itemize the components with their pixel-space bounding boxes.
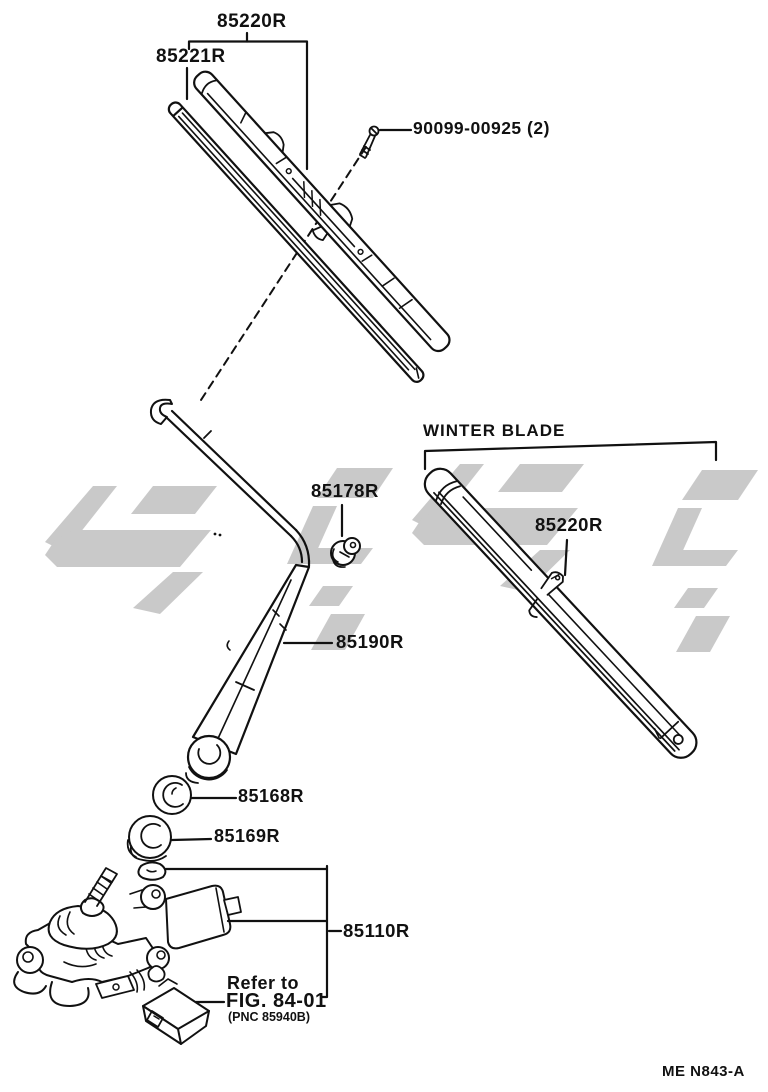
label-pivot-cushion: 85169R: [214, 826, 281, 846]
pivot-cap-drawing: [153, 776, 191, 814]
label-pivot-cap: 85168R: [238, 786, 305, 806]
pivot-cushion-leader-line: [172, 839, 211, 840]
watermark-logo: [45, 464, 758, 652]
label-wiper-arm: 85190R: [336, 631, 404, 652]
refer-note-line3: (PNC 85940B): [228, 1010, 310, 1024]
label-winter-blade-heading: WINTER BLADE: [423, 421, 566, 440]
label-blade-assembly: 85220R: [217, 11, 287, 32]
blade-rubber-drawing: [166, 100, 426, 384]
label-screw-part-number: 90099-00925 (2): [413, 118, 550, 138]
winter-blade-leader-line: [565, 540, 567, 575]
label-winter-blade-assembly: 85220R: [535, 514, 603, 535]
refer-note-line2: FIG. 84-01: [226, 990, 327, 1012]
print-dots: [214, 533, 222, 537]
drawing-code: ME N843-A: [662, 1063, 745, 1080]
label-wiper-motor: 85110R: [343, 920, 410, 941]
blade-frame-drawing: [182, 61, 460, 362]
label-pivot-grommet: 85178R: [311, 480, 379, 501]
wiper-motor-drawing: [14, 862, 241, 1044]
refer-note-line1: Refer to: [227, 973, 300, 993]
label-blade-rubber: 85221R: [156, 46, 226, 67]
pivot-cushion-drawing: [128, 816, 171, 861]
winter-blade-drawing: [413, 455, 711, 769]
